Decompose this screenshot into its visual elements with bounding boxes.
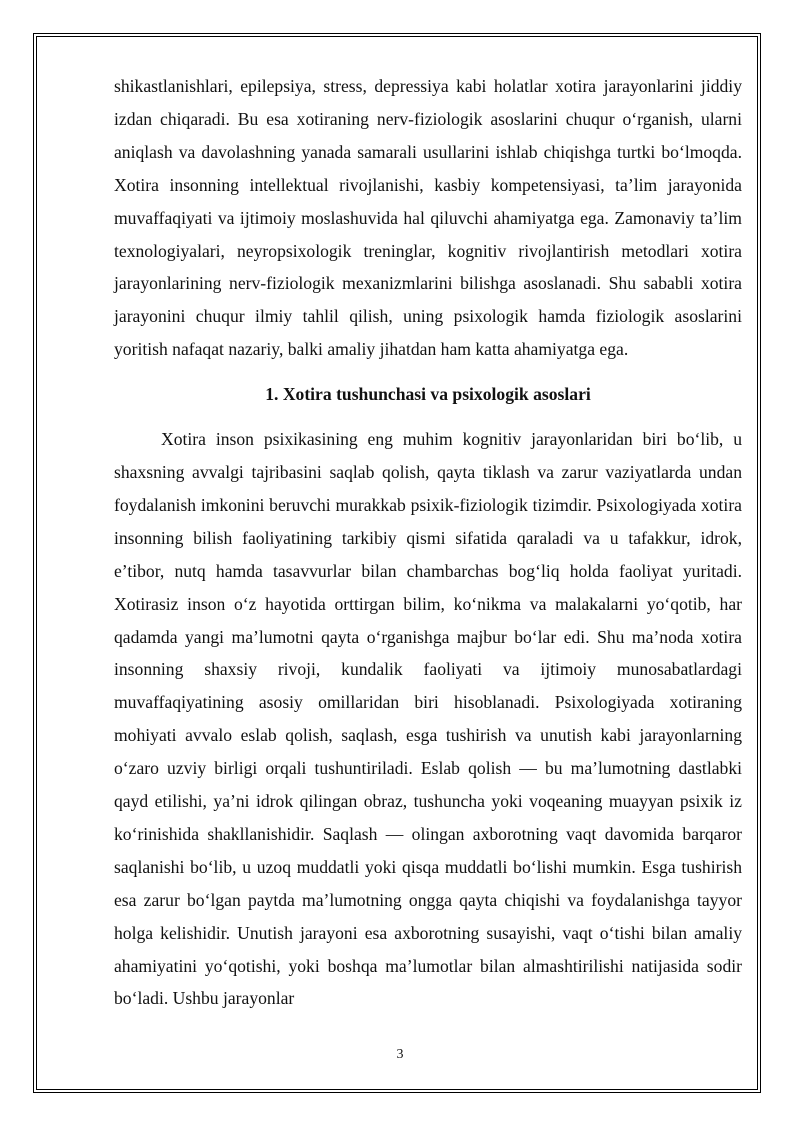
document-body bbox=[114, 70, 742, 1015]
paragraph-continued: shikastlanishlari, epilepsiya, stress, depressiya kabi holatlar xotira jarayonlarini jiddiy izdan chiqaradi. Bu esa xotiraning nerv-fiziologik asoslarini chuqur o‘rganish, ularni aniqlash va davolashning yanada samarali usullarini ishlab chiqishga turtki bo‘lmoqda. Xotira insonning intellektual rivojlanishi, kasbiy kompetensiyasi, ta’lim jarayonida muvaffaqiyati va ijtimoiy moslashuvida hal qiluvchi ahamiyatga ega. Zamonaviy ta’lim texnologiyalari, neyropsixologik treninglar, kognitiv rivojlantirish metodlari xotira jarayonlarining nerv-fiziologik mexanizmlarini bilishga asoslanadi. Shu sababli xotira jarayonini chuqur ilmiy tahlil qilish, uning psixologik hamda fiziologik asoslarini yoritish nafaqat nazariy, balki amaliy jihatdan ham katta ahamiyatga ega. bbox=[114, 76, 742, 360]
section-heading: 1. Xotira tushunchasi va psixologik asoslari bbox=[265, 384, 591, 405]
page-number: 3 bbox=[396, 1047, 404, 1062]
paragraph-main: Xotira inson psixikasining eng muhim kognitiv jarayonlaridan biri bo‘lib, u shaxsning avvalgi tajribasini saqlab qolish, qayta tiklash va zarur vaziyatlarda undan foydalanish imkonini beruvchi murakkab psixik-fiziologik tizimdir. Psixologiyada xotira insonning bilish faoliyatining tarkibiy qismi sifatida qaraladi va u tafakkur, idrok, e’tibor, nutq hamda tasavvurlar bilan chambarchas bog‘liq holda faoliyat yuritadi. Xotirasiz inson o‘z hayotida orttirgan bilim, ko‘nikma va malakalarni yo‘qotib, har qadamda yangi ma’lumotni qayta o‘rganishga majbur bo‘lar edi. Shu ma’noda xotira insonning shaxsiy rivoji, kundalik faoliyati va ijtimoiy munosabatlardagi muvaffaqiyatining asosiy omillaridan biri hisoblanadi. Psixologiyada xotiraning mohiyati avvalo eslab qolish, saqlash, esga tushirish va unutish kabi jarayonlarning o‘zaro uzviy birligi orqali tushuntiriladi. Eslab qolish — bu ma’lumotning dastlabki qayd etilishi, ya’ni idrok qilingan obraz, tushuncha yoki voqeaning muayyan psixik iz ko‘rinishida shakllanishidir. Saqlash — olingan axborotning vaqt davomida barqaror saqlanishi bo‘lib, u uzoq muddatli yoki qisqa muddatli bo‘lishi mumkin. Esga tushirish esa zarur bo‘lgan paytda ma’lumotning ongga qayta chiqishi va foydalanishga tayyor holga kelishidir. Unutish jarayoni esa axborotning susayishi, vaqt o‘tishi bilan amaliy ahamiyatini yo‘qotishi, yoki boshqa ma’lumotlar bilan almashtirilishi natijasida sodir bo‘ladi. Ushbu jarayonlar bbox=[114, 429, 742, 1009]
